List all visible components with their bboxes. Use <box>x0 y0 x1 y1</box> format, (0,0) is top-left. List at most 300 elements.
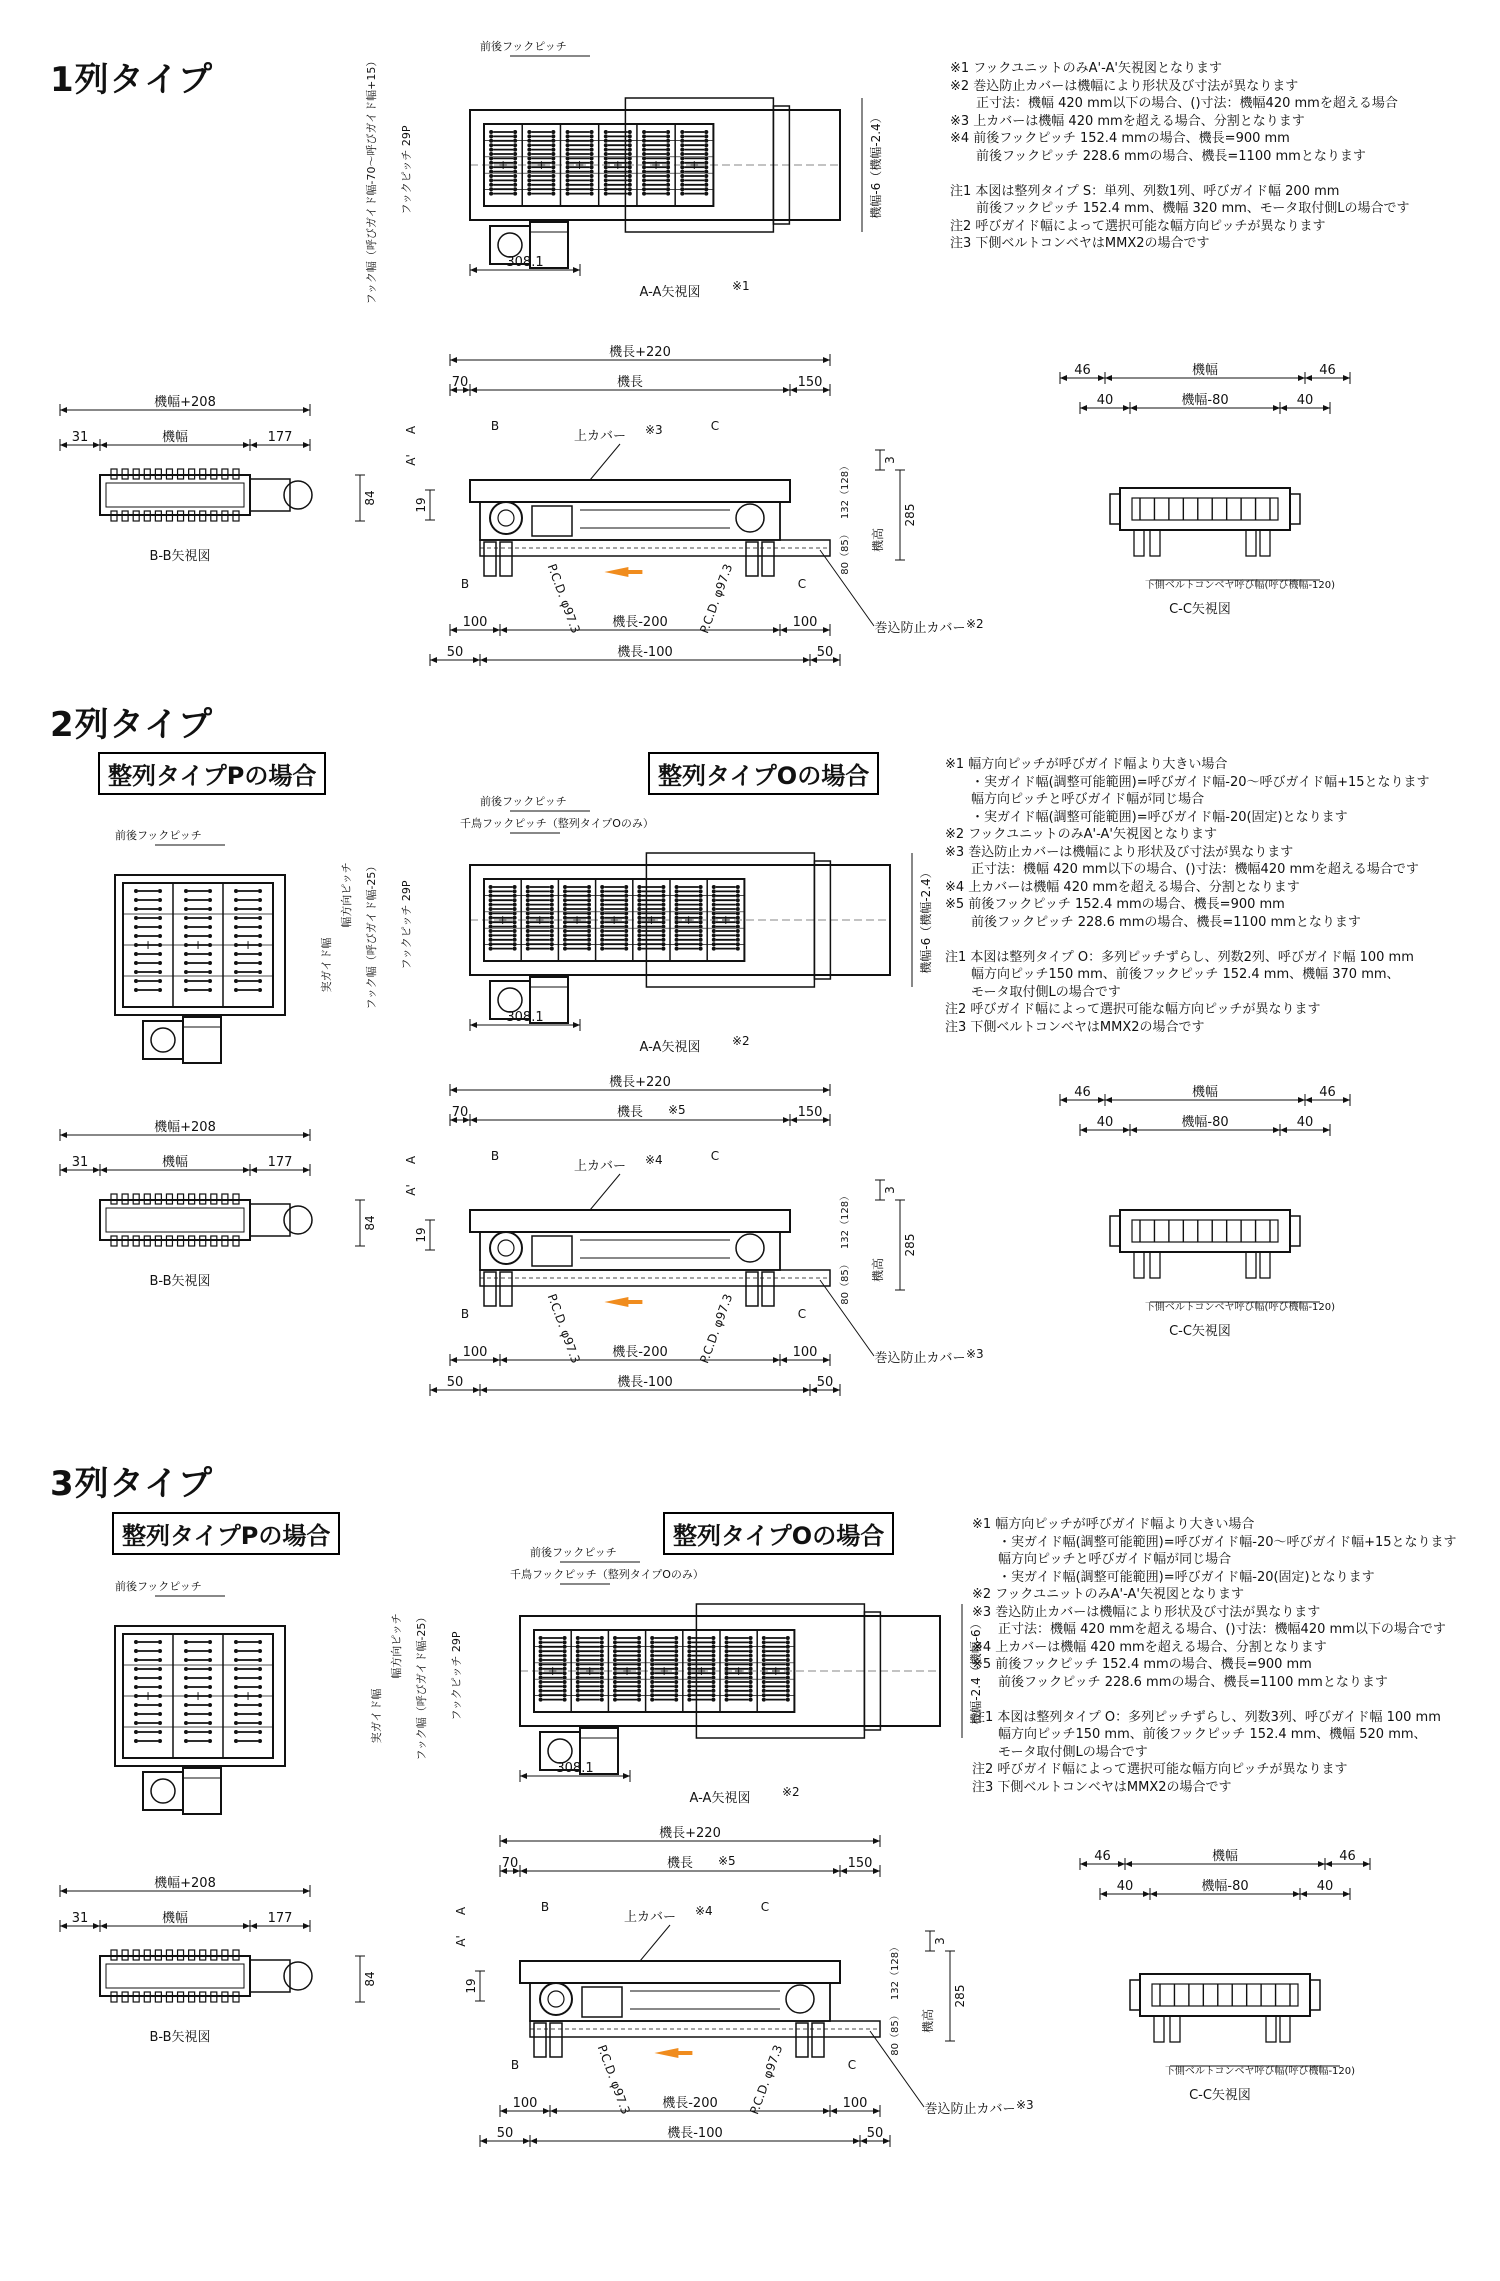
side-view <box>404 344 984 666</box>
dim-label: + <box>142 1689 154 1703</box>
hook-dot <box>666 165 670 169</box>
hook-dot <box>661 929 665 933</box>
hook-dot <box>184 961 188 965</box>
hook-dot <box>624 929 628 933</box>
drawing-rect <box>1170 2016 1180 2042</box>
hook-dot <box>184 898 188 902</box>
hook-dot <box>590 170 594 174</box>
hook-dot <box>513 192 517 196</box>
dim-arrow <box>773 1357 780 1363</box>
hook-dot <box>576 1662 580 1666</box>
hook-dot <box>513 925 517 929</box>
dim-arrow <box>303 1132 310 1138</box>
hook-dot <box>604 183 608 187</box>
dim-arrow <box>450 627 457 633</box>
hook-dot <box>550 889 554 893</box>
hook-width-label: フック幅（呼びガイド幅-25） <box>415 1611 428 1761</box>
hook-dot <box>725 1658 729 1662</box>
hook-dot <box>674 1649 678 1653</box>
section-mark: B <box>490 419 500 433</box>
hook-dot <box>600 1667 604 1671</box>
hook-dot <box>661 911 665 915</box>
hook-dot <box>184 1640 188 1644</box>
drawing-rect <box>530 1983 830 2021</box>
hook-dot <box>680 130 684 134</box>
hook-dot <box>661 903 665 907</box>
hook-dot <box>687 1645 691 1649</box>
hook-dot <box>208 988 212 992</box>
hook-dot <box>539 1693 543 1697</box>
hook-dot <box>711 1676 715 1680</box>
dim-label: + <box>142 938 154 952</box>
note-line: 注2 呼びガイド幅によって選択可能な幅方向ピッチが異なります <box>972 1762 1348 1777</box>
hook-dot <box>749 1671 753 1675</box>
hook-dot <box>600 898 604 902</box>
pcd-label-2: P.C.D. φ97.3 <box>747 2042 786 2117</box>
hook-dot <box>650 1667 654 1671</box>
hook-dot <box>628 178 632 182</box>
dim-arrow <box>480 657 487 663</box>
hook-dot <box>184 1712 188 1716</box>
hook-dot <box>650 1676 654 1680</box>
hook-dot <box>786 1671 790 1675</box>
view-aa-note: ※1 <box>732 279 750 293</box>
hook-dot <box>489 143 493 147</box>
hook-dot <box>234 1721 238 1725</box>
hook-dot <box>258 961 262 965</box>
hook-dot <box>637 911 641 915</box>
hook-dot <box>666 148 670 152</box>
hook-dot <box>513 161 517 165</box>
section-title-3: 3列タイプ <box>50 1464 213 1504</box>
dim-arrow <box>833 657 840 663</box>
drawing-rect <box>106 1208 244 1232</box>
drawing-rect <box>796 2023 808 2057</box>
width-minus-label: 機幅-6（機幅-2.4） <box>919 866 933 974</box>
note-line: 正寸法：機幅 420 mm以下の場合、()寸法：機幅420 mmを超える場合 <box>950 96 1398 111</box>
dim-arrow <box>523 2138 530 2144</box>
hook-dot <box>600 885 604 889</box>
dim-label: + <box>192 1689 204 1703</box>
hook-dot <box>513 885 517 889</box>
hook-dot <box>600 1640 604 1644</box>
hook-dot <box>749 1662 753 1666</box>
hook-dot <box>234 1703 238 1707</box>
hook-dot <box>590 174 594 178</box>
dim-arrow <box>493 627 500 633</box>
hook-dot <box>258 952 262 956</box>
drawing-line <box>590 444 620 480</box>
hook-dot <box>550 894 554 898</box>
view-cc <box>1080 1848 1370 2103</box>
dim-arrow <box>470 1117 477 1123</box>
hook-dot <box>680 148 684 152</box>
hook-dot <box>666 192 670 196</box>
hook-width-label: フック幅（呼びガイド幅-25） <box>365 860 378 1010</box>
hook-dot <box>489 938 493 942</box>
drawing-rect <box>480 1232 780 1270</box>
view-cc-label: C-C矢視図 <box>1189 2088 1251 2103</box>
dim-label: + <box>571 913 583 927</box>
hook-dot <box>550 925 554 929</box>
hook-dot <box>158 916 162 920</box>
pcd-label-1: P.C.D. φ97.3 <box>544 561 583 636</box>
hook-dot <box>576 1689 580 1693</box>
guard-note: ※2 <box>966 617 984 631</box>
dim-arrow <box>573 1022 580 1028</box>
dim-label: 50 <box>446 645 464 660</box>
dim-arrow <box>450 357 457 363</box>
hook-dot <box>637 1680 641 1684</box>
hook-dot <box>624 925 628 929</box>
hook-dot <box>637 938 641 942</box>
hook-dot <box>624 885 628 889</box>
hook-dot <box>675 925 679 929</box>
hook-dot <box>563 942 567 946</box>
hook-dot <box>680 187 684 191</box>
hook-dot <box>624 938 628 942</box>
hook-dot <box>587 894 591 898</box>
hook-dot <box>563 907 567 911</box>
note-line: ※5 前後フックピッチ 152.4 mmの場合、機長=900 mm <box>972 1657 1312 1672</box>
hook-dot <box>604 165 608 169</box>
hook-dot <box>675 889 679 893</box>
hook-dot <box>624 942 628 946</box>
hook-dot <box>563 1693 567 1697</box>
hook-dot <box>712 925 716 929</box>
hook-dot <box>712 933 716 937</box>
hook-dot <box>613 1680 617 1684</box>
hook-dot <box>489 911 493 915</box>
hook-dot <box>563 925 567 929</box>
hook-dot <box>687 1680 691 1684</box>
hook-dot <box>566 170 570 174</box>
hook-dot <box>527 148 531 152</box>
dim-label: 機長-200 <box>612 615 668 630</box>
dim-arrow <box>1305 375 1312 381</box>
hook-dot <box>208 1694 212 1698</box>
dim-label: 機幅-80 <box>1181 1115 1229 1130</box>
dim-arrow <box>823 627 830 633</box>
drawing-circle <box>490 1232 522 1264</box>
hook-dot <box>675 903 679 907</box>
hook-dot <box>637 889 641 893</box>
hook-dot <box>687 1636 691 1640</box>
hook-dot <box>712 929 716 933</box>
hook-dot <box>736 885 740 889</box>
hook-dot <box>527 165 531 169</box>
dim-label: 50 <box>496 2126 514 2141</box>
hook-dot <box>208 1649 212 1653</box>
drawing-rect <box>1120 1210 1290 1252</box>
hook-dot <box>513 907 517 911</box>
hook-dot <box>699 889 703 893</box>
hook-dot <box>604 134 608 138</box>
hook-dot <box>642 170 646 174</box>
hook-dot <box>711 1662 715 1666</box>
hook-dot <box>527 156 531 160</box>
dim-arrow <box>1060 375 1067 381</box>
drawing-rect <box>100 1200 250 1240</box>
direction-arrow <box>604 1297 642 1307</box>
hook-dot <box>711 1658 715 1662</box>
hook-dot <box>736 903 740 907</box>
hook-dot <box>489 170 493 174</box>
hook-dot <box>539 1676 543 1680</box>
drawing-circle <box>548 1991 564 2007</box>
hook-dot <box>513 174 517 178</box>
hook-dot <box>208 1721 212 1725</box>
dim-arrow <box>250 1167 257 1173</box>
hook-dot <box>184 1703 188 1707</box>
hook-dot <box>184 988 188 992</box>
hook-dot <box>513 889 517 893</box>
hook-dot <box>624 916 628 920</box>
hook-dot <box>712 889 716 893</box>
hook-dot <box>613 1649 617 1653</box>
hook-dot <box>613 1698 617 1702</box>
hook-dot <box>134 1667 138 1671</box>
hook-dot <box>725 1684 729 1688</box>
hook-dot <box>208 952 212 956</box>
dim-arrow <box>1080 1127 1087 1133</box>
hook-dot <box>725 1654 729 1658</box>
dim-arrow <box>823 1357 830 1363</box>
hook-dot <box>526 916 530 920</box>
hook-dot <box>513 148 517 152</box>
dim-arrow <box>573 267 580 273</box>
hook-dot <box>526 911 530 915</box>
hook-dot <box>158 1640 162 1644</box>
hook-dot <box>762 1654 766 1658</box>
hook-dot <box>258 1685 262 1689</box>
hook-dot <box>712 898 716 902</box>
hook-dot <box>661 889 665 893</box>
dim-label: 機幅 <box>161 1911 189 1926</box>
hook-dot <box>258 1739 262 1743</box>
section-mark: A' <box>404 1184 418 1196</box>
dim-label: 40 <box>1116 1879 1134 1894</box>
dim-arrow <box>873 1838 880 1844</box>
hook-dot <box>613 1684 617 1688</box>
hook-dot <box>527 170 531 174</box>
dim-arrow <box>1300 1891 1307 1897</box>
hook-dot <box>134 1658 138 1662</box>
note-line: ・実ガイド幅(調整可能範囲)=呼びガイド幅-20～呼びガイド幅+15となります <box>945 774 1430 790</box>
view-cc <box>1060 362 1350 617</box>
hook-dot <box>513 183 517 187</box>
note-line: 前後フックピッチ 152.4 mm、機幅 320 mm、モータ取付側Lの場合です <box>950 201 1410 216</box>
variant-p-label-2: 整列タイプPの場合 <box>98 752 326 795</box>
d80-label: 80（85） <box>840 1259 851 1305</box>
dim-label: + <box>536 158 547 172</box>
dim-arrow <box>823 1117 830 1123</box>
pcd-label-1: P.C.D. φ97.3 <box>544 1291 583 1366</box>
hook-dot <box>736 925 740 929</box>
section-1-drawings <box>60 39 1350 666</box>
hook-dot <box>184 916 188 920</box>
drawing-rect <box>106 1964 244 1988</box>
hook-dot <box>513 920 517 924</box>
hook-dot <box>208 1703 212 1707</box>
hook-dot <box>650 1640 654 1644</box>
hook-dot <box>563 1667 567 1671</box>
hook-dot <box>642 178 646 182</box>
hook-dot <box>134 1640 138 1644</box>
section-2-drawings <box>60 794 1350 1396</box>
dim-label: + <box>497 913 508 927</box>
hook-dot <box>680 178 684 182</box>
hook-dot <box>563 898 567 902</box>
hook-dot <box>526 907 530 911</box>
hook-dot <box>551 139 555 143</box>
hook-dot <box>527 130 531 134</box>
hook-dot <box>513 187 517 191</box>
hook-dot <box>134 988 138 992</box>
dim-arrow <box>1298 375 1305 381</box>
hook-dot <box>699 947 703 951</box>
hook-dot <box>712 911 716 915</box>
note-line: 注3 下側ベルトコンベヤはMMX2の場合です <box>950 236 1210 251</box>
hook-dot <box>576 1649 580 1653</box>
hook-dot <box>600 1658 604 1662</box>
hook-dot <box>637 1654 641 1658</box>
drawing-rect <box>143 1021 183 1059</box>
side-view <box>454 1825 1034 2147</box>
hook-dot <box>637 903 641 907</box>
section-mark: C <box>847 2058 857 2072</box>
hook-dot <box>666 156 670 160</box>
hook-dot <box>513 933 517 937</box>
dim-arrow <box>470 1022 477 1028</box>
hook-dot <box>666 152 670 156</box>
hook-dot <box>600 933 604 937</box>
width-pitch-label: 幅方向ピッチ <box>390 1613 403 1679</box>
hook-dot <box>674 1689 678 1693</box>
hook-dot <box>675 907 679 911</box>
dim-arrow <box>473 1387 480 1393</box>
hook-dot <box>539 1649 543 1653</box>
hook-dot <box>613 1676 617 1680</box>
hook-dot <box>258 1721 262 1725</box>
hook-dot <box>637 894 641 898</box>
hook-dot <box>234 1658 238 1662</box>
dim-label: 84 <box>363 490 377 506</box>
hook-dot <box>628 192 632 196</box>
hook-dot <box>762 1667 766 1671</box>
dim-arrow <box>1130 1127 1137 1133</box>
hook-dot <box>687 1684 691 1688</box>
drawing-circle <box>498 233 522 257</box>
hook-dot <box>600 1654 604 1658</box>
hook-dot <box>687 1676 691 1680</box>
hook-dot <box>600 1671 604 1675</box>
drawing-rect <box>746 1272 758 1306</box>
dim-label: 177 <box>267 1155 293 1170</box>
hook-dot <box>576 1640 580 1644</box>
upper-cover-label: 上カバー <box>573 429 627 444</box>
hook-dot <box>762 1658 766 1662</box>
dim-arrow <box>1343 1097 1350 1103</box>
hook-dot <box>158 925 162 929</box>
view-bb-label: B-B矢視図 <box>149 2030 211 2045</box>
hook-dot <box>650 1654 654 1658</box>
hook-dot <box>642 161 646 165</box>
hook-dot <box>642 174 646 178</box>
dim-arrow <box>873 1868 880 1874</box>
dim-arrow <box>250 442 257 448</box>
dim-label: + <box>621 1664 633 1678</box>
hook-dot <box>680 161 684 165</box>
hook-dot <box>513 903 517 907</box>
hook-dot <box>674 1636 678 1640</box>
hook-dot <box>576 1676 580 1680</box>
hook-dot <box>687 1640 691 1644</box>
dim-arrow <box>1273 1127 1280 1133</box>
dim-label: + <box>683 913 694 927</box>
dim-arrow <box>1123 1127 1130 1133</box>
dim-arrow <box>60 1888 67 1894</box>
hook-dot <box>642 156 646 160</box>
drawing-rect <box>183 1017 221 1063</box>
dim-label: 150 <box>797 1105 823 1120</box>
hook-dot <box>184 934 188 938</box>
hook-dot <box>661 947 665 951</box>
hook-dot <box>711 1645 715 1649</box>
hook-dot <box>551 187 555 191</box>
hook-dot <box>258 1730 262 1734</box>
hook-dot <box>661 907 665 911</box>
hook-dot <box>704 152 708 156</box>
dim-arrow <box>1343 375 1350 381</box>
dim-label: 70 <box>451 375 469 390</box>
hook-dot <box>711 1689 715 1693</box>
hook-dot <box>600 916 604 920</box>
hook-dot <box>527 152 531 156</box>
dim-arrow <box>833 1387 840 1393</box>
hook-dot <box>489 894 493 898</box>
hook-dot <box>725 1662 729 1666</box>
hook-dot <box>711 1654 715 1658</box>
hook-dot <box>786 1640 790 1644</box>
dim-label: + <box>547 1664 558 1678</box>
hook-dot <box>749 1636 753 1640</box>
hook-dot <box>637 907 641 911</box>
hook-dot <box>234 1649 238 1653</box>
hook-dot <box>590 165 594 169</box>
hook-dot <box>650 1693 654 1697</box>
hook-dot <box>613 1640 617 1644</box>
hook-dot <box>749 1667 753 1671</box>
hook-dot <box>637 925 641 929</box>
hook-dot <box>526 894 530 898</box>
hook-dot <box>208 1667 212 1671</box>
hook-dot <box>704 178 708 182</box>
hook-dot <box>550 916 554 920</box>
hook-dot <box>234 961 238 965</box>
hook-dot <box>786 1684 790 1688</box>
hook-dot <box>736 920 740 924</box>
hook-dot <box>786 1680 790 1684</box>
dim-label: 31 <box>71 1155 89 1170</box>
hook-dot <box>234 1739 238 1743</box>
hook-dot <box>736 938 740 942</box>
hook-dot <box>134 916 138 920</box>
dim-label: + <box>696 1664 707 1678</box>
hook-dot <box>600 1676 604 1680</box>
hook-dot <box>587 903 591 907</box>
hook-dot <box>158 1658 162 1662</box>
